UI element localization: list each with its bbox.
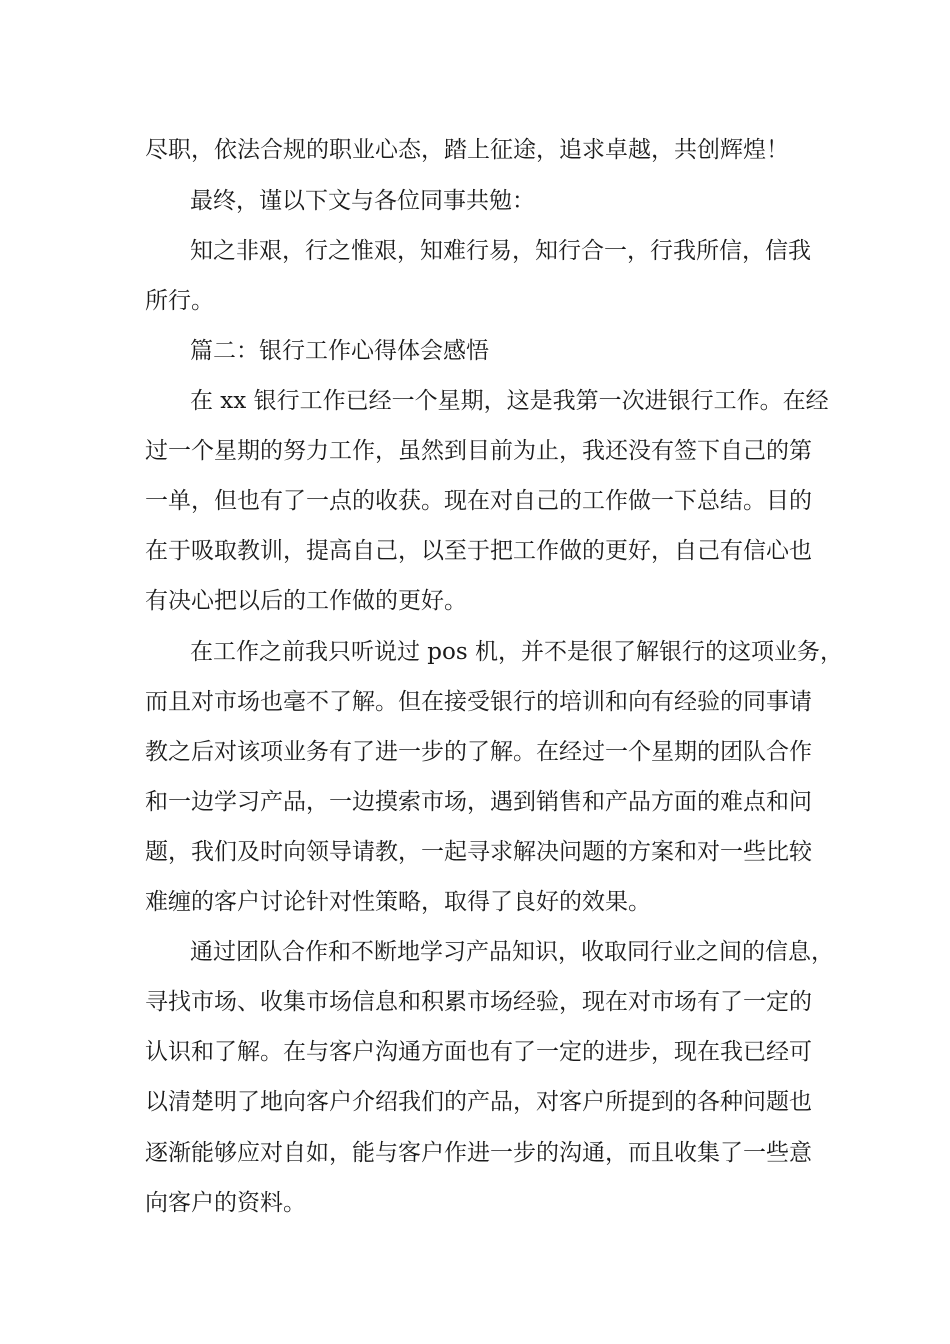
text-line: 和一边学习产品，一边摸索市场，遇到销售和产品方面的难点和问 [145, 789, 812, 815]
text-line: 而且对市场也毫不了解。但在接受银行的培训和向有经验的同事请 [145, 689, 812, 715]
text-line: 知之非艰，行之惟艰，知难行易，知行合一，行我所信，信我 [190, 238, 811, 264]
text-line: 有决心把以后的工作做的更好。 [145, 588, 467, 614]
text-line: 难缠的客户讨论针对性策略，取得了良好的效果。 [145, 889, 651, 915]
text-line: 在工作之前我只听说过 pos 机，并不是很了解银行的这项业务， [190, 639, 843, 665]
text-line: 过一个星期的努力工作，虽然到目前为止，我还没有签下自己的第 [145, 438, 812, 464]
text-line: 题，我们及时向领导请教，一起寻求解决问题的方案和对一些比较 [145, 839, 812, 865]
text-line: 逐渐能够应对自如，能与客户作进一步的沟通，而且收集了一些意 [145, 1140, 812, 1166]
text-line: 所行。 [145, 288, 214, 314]
text-line: 在于吸取教训，提高自己，以至于把工作做的更好，自己有信心也 [145, 538, 812, 564]
section-heading: 篇二：银行工作心得体会感悟 [190, 338, 489, 364]
text-line: 通过团队合作和不断地学习产品知识，收取同行业之间的信息， [190, 939, 834, 965]
text-line: 一单，但也有了一点的收获。现在对自己的工作做一下总结。目的 [145, 488, 812, 514]
text-line: 最终，谨以下文与各位同事共勉： [190, 188, 535, 214]
text-line: 教之后对该项业务有了进一步的了解。在经过一个星期的团队合作 [145, 739, 812, 765]
text-line: 认识和了解。在与客户沟通方面也有了一定的进步，现在我已经可 [145, 1039, 812, 1065]
text-line: 在 xx 银行工作已经一个星期，这是我第一次进银行工作。在经 [190, 388, 829, 414]
text-line: 以清楚明了地向客户介绍我们的产品，对客户所提到的各种问题也 [145, 1089, 812, 1115]
text-line: 寻找市场、收集市场信息和积累市场经验，现在对市场有了一定的 [145, 989, 812, 1015]
text-line: 向客户的资料。 [145, 1190, 306, 1216]
text-line: 尽职，依法合规的职业心态，踏上征途，追求卓越，共创辉煌！ [145, 137, 789, 163]
